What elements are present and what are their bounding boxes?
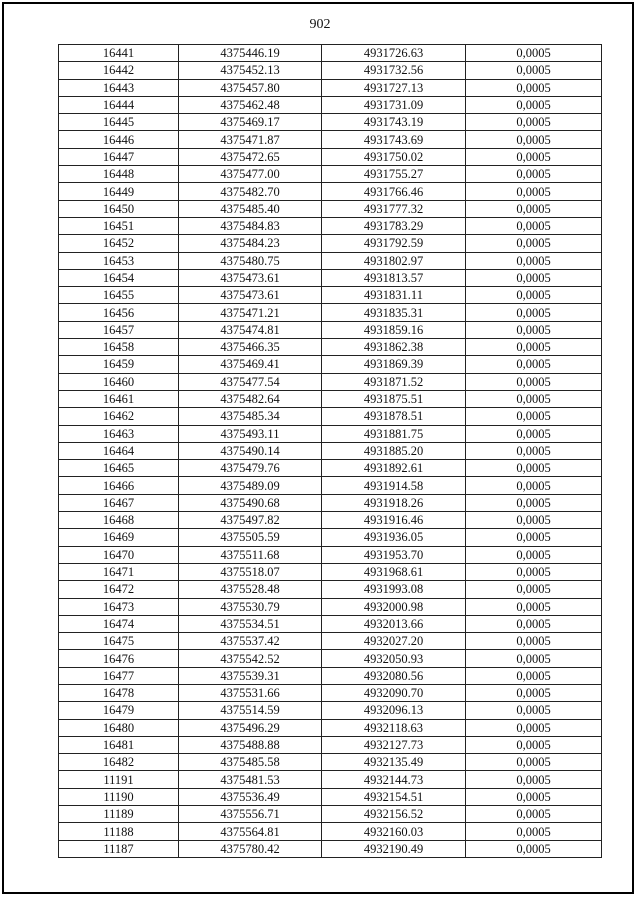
table-row xyxy=(59,771,602,788)
x-coordinate-cell: 4375536.49 xyxy=(179,788,322,805)
point-number-cell: 16476 xyxy=(59,650,179,667)
y-coordinate-cell: 4931869.39 xyxy=(322,356,466,373)
point-number-cell: 16464 xyxy=(59,442,179,459)
point-number-cell: 16450 xyxy=(59,200,179,217)
x-coordinate-cell: 4375514.59 xyxy=(179,702,322,719)
tolerance-cell: 0,0005 xyxy=(466,615,602,632)
point-number-cell: 16449 xyxy=(59,183,179,200)
y-coordinate-cell: 4931993.08 xyxy=(322,581,466,598)
x-coordinate-cell: 4375481.53 xyxy=(179,771,322,788)
y-coordinate-cell: 4932013.66 xyxy=(322,615,466,632)
x-coordinate-cell: 4375489.09 xyxy=(179,477,322,494)
tolerance-cell: 0,0005 xyxy=(466,339,602,356)
tolerance-cell: 0,0005 xyxy=(466,200,602,217)
y-coordinate-cell: 4931916.46 xyxy=(322,512,466,529)
table-row xyxy=(59,477,602,494)
x-coordinate-cell: 4375564.81 xyxy=(179,823,322,840)
y-coordinate-cell: 4931743.69 xyxy=(322,131,466,148)
table-row xyxy=(59,252,602,269)
y-coordinate-cell: 4932144.73 xyxy=(322,771,466,788)
y-coordinate-cell: 4931936.05 xyxy=(322,529,466,546)
point-number-cell: 16466 xyxy=(59,477,179,494)
x-coordinate-cell: 4375542.52 xyxy=(179,650,322,667)
page-number: 902 xyxy=(309,17,331,32)
point-number-cell: 11190 xyxy=(59,788,179,805)
point-number-cell: 16469 xyxy=(59,529,179,546)
table-row xyxy=(59,736,602,753)
x-coordinate-cell: 4375452.13 xyxy=(179,62,322,79)
point-number-cell: 16458 xyxy=(59,339,179,356)
y-coordinate-cell: 4931862.38 xyxy=(322,339,466,356)
y-coordinate-cell: 4932190.49 xyxy=(322,840,466,857)
y-coordinate-cell: 4932096.13 xyxy=(322,702,466,719)
x-coordinate-cell: 4375530.79 xyxy=(179,598,322,615)
x-coordinate-cell: 4375539.31 xyxy=(179,667,322,684)
table-row xyxy=(59,131,602,148)
x-coordinate-cell: 4375511.68 xyxy=(179,546,322,563)
y-coordinate-cell: 4931914.58 xyxy=(322,477,466,494)
y-coordinate-cell: 4931766.46 xyxy=(322,183,466,200)
y-coordinate-cell: 4931881.75 xyxy=(322,425,466,442)
point-number-cell: 16478 xyxy=(59,684,179,701)
tolerance-cell: 0,0005 xyxy=(466,823,602,840)
tolerance-cell: 0,0005 xyxy=(466,598,602,615)
table-row xyxy=(59,702,602,719)
y-coordinate-cell: 4932090.70 xyxy=(322,684,466,701)
y-coordinate-cell: 4931731.09 xyxy=(322,96,466,113)
point-number-cell: 16443 xyxy=(59,79,179,96)
table-row xyxy=(59,96,602,113)
x-coordinate-cell: 4375484.83 xyxy=(179,217,322,234)
table-row xyxy=(59,650,602,667)
point-number-cell: 16473 xyxy=(59,598,179,615)
table-row xyxy=(59,217,602,234)
x-coordinate-cell: 4375482.64 xyxy=(179,390,322,407)
y-coordinate-cell: 4931802.97 xyxy=(322,252,466,269)
tolerance-cell: 0,0005 xyxy=(466,356,602,373)
x-coordinate-cell: 4375485.58 xyxy=(179,754,322,771)
x-coordinate-cell: 4375471.21 xyxy=(179,304,322,321)
tolerance-cell: 0,0005 xyxy=(466,321,602,338)
x-coordinate-cell: 4375493.11 xyxy=(179,425,322,442)
y-coordinate-cell: 4932154.51 xyxy=(322,788,466,805)
table-row xyxy=(59,304,602,321)
table-row xyxy=(59,321,602,338)
x-coordinate-cell: 4375469.41 xyxy=(179,356,322,373)
point-number-cell: 11187 xyxy=(59,840,179,857)
table-row xyxy=(59,269,602,286)
table-row xyxy=(59,235,602,252)
x-coordinate-cell: 4375446.19 xyxy=(179,45,322,62)
tolerance-cell: 0,0005 xyxy=(466,840,602,857)
y-coordinate-cell: 4931918.26 xyxy=(322,494,466,511)
tolerance-cell: 0,0005 xyxy=(466,754,602,771)
table-row xyxy=(59,200,602,217)
x-coordinate-cell: 4375474.81 xyxy=(179,321,322,338)
point-number-cell: 16460 xyxy=(59,373,179,390)
table-row xyxy=(59,581,602,598)
tolerance-cell: 0,0005 xyxy=(466,512,602,529)
point-number-cell: 16479 xyxy=(59,702,179,719)
tolerance-cell: 0,0005 xyxy=(466,702,602,719)
tolerance-cell: 0,0005 xyxy=(466,563,602,580)
tolerance-cell: 0,0005 xyxy=(466,252,602,269)
point-number-cell: 16441 xyxy=(59,45,179,62)
y-coordinate-cell: 4931792.59 xyxy=(322,235,466,252)
point-number-cell: 16445 xyxy=(59,114,179,131)
point-number-cell: 16465 xyxy=(59,460,179,477)
tolerance-cell: 0,0005 xyxy=(466,788,602,805)
tolerance-cell: 0,0005 xyxy=(466,494,602,511)
x-coordinate-cell: 4375480.75 xyxy=(179,252,322,269)
x-coordinate-cell: 4375528.48 xyxy=(179,581,322,598)
point-number-cell: 16480 xyxy=(59,719,179,736)
point-number-cell: 16468 xyxy=(59,512,179,529)
x-coordinate-cell: 4375490.68 xyxy=(179,494,322,511)
y-coordinate-cell: 4931835.31 xyxy=(322,304,466,321)
point-number-cell: 11191 xyxy=(59,771,179,788)
y-coordinate-cell: 4931743.19 xyxy=(322,114,466,131)
table-body xyxy=(59,45,602,858)
table-row xyxy=(59,356,602,373)
y-coordinate-cell: 4932160.03 xyxy=(322,823,466,840)
y-coordinate-cell: 4932050.93 xyxy=(322,650,466,667)
table-row xyxy=(59,823,602,840)
x-coordinate-cell: 4375780.42 xyxy=(179,840,322,857)
x-coordinate-cell: 4375477.54 xyxy=(179,373,322,390)
table-row xyxy=(59,512,602,529)
table-row xyxy=(59,633,602,650)
tolerance-cell: 0,0005 xyxy=(466,131,602,148)
point-number-cell: 16481 xyxy=(59,736,179,753)
point-number-cell: 16448 xyxy=(59,166,179,183)
tolerance-cell: 0,0005 xyxy=(466,114,602,131)
y-coordinate-cell: 4931750.02 xyxy=(322,148,466,165)
tolerance-cell: 0,0005 xyxy=(466,304,602,321)
table-row xyxy=(59,719,602,736)
point-number-cell: 11188 xyxy=(59,823,179,840)
x-coordinate-cell: 4375479.76 xyxy=(179,460,322,477)
x-coordinate-cell: 4375518.07 xyxy=(179,563,322,580)
y-coordinate-cell: 4931892.61 xyxy=(322,460,466,477)
y-coordinate-cell: 4931727.13 xyxy=(322,79,466,96)
table-row xyxy=(59,563,602,580)
point-number-cell: 11189 xyxy=(59,806,179,823)
y-coordinate-cell: 4932127.73 xyxy=(322,736,466,753)
x-coordinate-cell: 4375469.17 xyxy=(179,114,322,131)
point-number-cell: 16459 xyxy=(59,356,179,373)
y-coordinate-cell: 4931831.11 xyxy=(322,287,466,304)
x-coordinate-cell: 4375471.87 xyxy=(179,131,322,148)
tolerance-cell: 0,0005 xyxy=(466,45,602,62)
point-number-cell: 16456 xyxy=(59,304,179,321)
point-number-cell: 16446 xyxy=(59,131,179,148)
tolerance-cell: 0,0005 xyxy=(466,667,602,684)
table-row xyxy=(59,667,602,684)
table-row xyxy=(59,114,602,131)
point-number-cell: 16482 xyxy=(59,754,179,771)
x-coordinate-cell: 4375472.65 xyxy=(179,148,322,165)
point-number-cell: 16454 xyxy=(59,269,179,286)
y-coordinate-cell: 4931968.61 xyxy=(322,563,466,580)
point-number-cell: 16475 xyxy=(59,633,179,650)
point-number-cell: 16451 xyxy=(59,217,179,234)
tolerance-cell: 0,0005 xyxy=(466,166,602,183)
tolerance-cell: 0,0005 xyxy=(466,529,602,546)
tolerance-cell: 0,0005 xyxy=(466,633,602,650)
tolerance-cell: 0,0005 xyxy=(466,390,602,407)
tolerance-cell: 0,0005 xyxy=(466,425,602,442)
x-coordinate-cell: 4375531.66 xyxy=(179,684,322,701)
y-coordinate-cell: 4932135.49 xyxy=(322,754,466,771)
y-coordinate-cell: 4931783.29 xyxy=(322,217,466,234)
tolerance-cell: 0,0005 xyxy=(466,771,602,788)
x-coordinate-cell: 4375466.35 xyxy=(179,339,322,356)
tolerance-cell: 0,0005 xyxy=(466,62,602,79)
tolerance-cell: 0,0005 xyxy=(466,650,602,667)
table-row xyxy=(59,840,602,857)
point-number-cell: 16470 xyxy=(59,546,179,563)
point-number-cell: 16447 xyxy=(59,148,179,165)
x-coordinate-cell: 4375477.00 xyxy=(179,166,322,183)
table-row xyxy=(59,442,602,459)
point-number-cell: 16467 xyxy=(59,494,179,511)
table-row xyxy=(59,788,602,805)
table-row xyxy=(59,425,602,442)
point-number-cell: 16457 xyxy=(59,321,179,338)
table-row xyxy=(59,494,602,511)
point-number-cell: 16474 xyxy=(59,615,179,632)
x-coordinate-cell: 4375537.42 xyxy=(179,633,322,650)
y-coordinate-cell: 4931871.52 xyxy=(322,373,466,390)
point-number-cell: 16444 xyxy=(59,96,179,113)
table-row xyxy=(59,79,602,96)
x-coordinate-cell: 4375485.34 xyxy=(179,408,322,425)
point-number-cell: 16471 xyxy=(59,563,179,580)
y-coordinate-cell: 4931878.51 xyxy=(322,408,466,425)
y-coordinate-cell: 4932118.63 xyxy=(322,719,466,736)
table-row xyxy=(59,339,602,356)
point-number-cell: 16477 xyxy=(59,667,179,684)
y-coordinate-cell: 4931755.27 xyxy=(322,166,466,183)
coordinates-table xyxy=(58,44,602,858)
x-coordinate-cell: 4375496.29 xyxy=(179,719,322,736)
tolerance-cell: 0,0005 xyxy=(466,460,602,477)
point-number-cell: 16462 xyxy=(59,408,179,425)
y-coordinate-cell: 4932027.20 xyxy=(322,633,466,650)
table-row xyxy=(59,615,602,632)
x-coordinate-cell: 4375488.88 xyxy=(179,736,322,753)
y-coordinate-cell: 4932080.56 xyxy=(322,667,466,684)
x-coordinate-cell: 4375484.23 xyxy=(179,235,322,252)
tolerance-cell: 0,0005 xyxy=(466,79,602,96)
table-row xyxy=(59,546,602,563)
x-coordinate-cell: 4375473.61 xyxy=(179,287,322,304)
point-number-cell: 16461 xyxy=(59,390,179,407)
table-row xyxy=(59,373,602,390)
point-number-cell: 16452 xyxy=(59,235,179,252)
x-coordinate-cell: 4375490.14 xyxy=(179,442,322,459)
x-coordinate-cell: 4375497.82 xyxy=(179,512,322,529)
tolerance-cell: 0,0005 xyxy=(466,183,602,200)
x-coordinate-cell: 4375485.40 xyxy=(179,200,322,217)
x-coordinate-cell: 4375473.61 xyxy=(179,269,322,286)
table-row xyxy=(59,529,602,546)
tolerance-cell: 0,0005 xyxy=(466,287,602,304)
table-row xyxy=(59,408,602,425)
point-number-cell: 16472 xyxy=(59,581,179,598)
x-coordinate-cell: 4375534.51 xyxy=(179,615,322,632)
y-coordinate-cell: 4931875.51 xyxy=(322,390,466,407)
tolerance-cell: 0,0005 xyxy=(466,235,602,252)
y-coordinate-cell: 4931732.56 xyxy=(322,62,466,79)
table-row xyxy=(59,183,602,200)
table-row xyxy=(59,460,602,477)
y-coordinate-cell: 4931885.20 xyxy=(322,442,466,459)
tolerance-cell: 0,0005 xyxy=(466,408,602,425)
tolerance-cell: 0,0005 xyxy=(466,373,602,390)
tolerance-cell: 0,0005 xyxy=(466,736,602,753)
tolerance-cell: 0,0005 xyxy=(466,217,602,234)
y-coordinate-cell: 4931953.70 xyxy=(322,546,466,563)
y-coordinate-cell: 4932156.52 xyxy=(322,806,466,823)
x-coordinate-cell: 4375457.80 xyxy=(179,79,322,96)
tolerance-cell: 0,0005 xyxy=(466,581,602,598)
tolerance-cell: 0,0005 xyxy=(466,684,602,701)
tolerance-cell: 0,0005 xyxy=(466,442,602,459)
x-coordinate-cell: 4375556.71 xyxy=(179,806,322,823)
table-row xyxy=(59,62,602,79)
point-number-cell: 16463 xyxy=(59,425,179,442)
table-row xyxy=(59,148,602,165)
y-coordinate-cell: 4932000.98 xyxy=(322,598,466,615)
tolerance-cell: 0,0005 xyxy=(466,96,602,113)
tolerance-cell: 0,0005 xyxy=(466,546,602,563)
table-row xyxy=(59,598,602,615)
y-coordinate-cell: 4931726.63 xyxy=(322,45,466,62)
tolerance-cell: 0,0005 xyxy=(466,806,602,823)
table-row xyxy=(59,166,602,183)
y-coordinate-cell: 4931859.16 xyxy=(322,321,466,338)
tolerance-cell: 0,0005 xyxy=(466,148,602,165)
table-row xyxy=(59,754,602,771)
point-number-cell: 16442 xyxy=(59,62,179,79)
x-coordinate-cell: 4375482.70 xyxy=(179,183,322,200)
x-coordinate-cell: 4375462.48 xyxy=(179,96,322,113)
table-row xyxy=(59,684,602,701)
table-row xyxy=(59,806,602,823)
point-number-cell: 16453 xyxy=(59,252,179,269)
x-coordinate-cell: 4375505.59 xyxy=(179,529,322,546)
point-number-cell: 16455 xyxy=(59,287,179,304)
tolerance-cell: 0,0005 xyxy=(466,477,602,494)
table-row xyxy=(59,390,602,407)
table-row xyxy=(59,45,602,62)
y-coordinate-cell: 4931813.57 xyxy=(322,269,466,286)
y-coordinate-cell: 4931777.32 xyxy=(322,200,466,217)
tolerance-cell: 0,0005 xyxy=(466,269,602,286)
table-row xyxy=(59,287,602,304)
tolerance-cell: 0,0005 xyxy=(466,719,602,736)
